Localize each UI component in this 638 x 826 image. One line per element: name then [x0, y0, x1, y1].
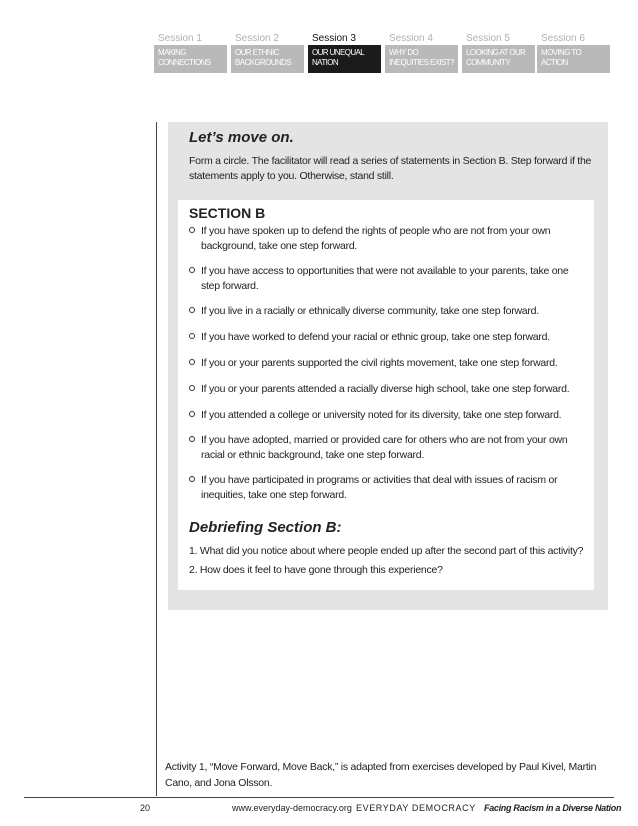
footer-doc-title: Facing Racism in a Diverse Nation — [484, 803, 622, 813]
list-item — [189, 356, 589, 371]
bullet-circle-icon — [189, 476, 195, 482]
list-item-text: If you or your parents supported the civil rights movement, take one step forward. — [201, 357, 558, 369]
session-label: Session 1 — [158, 33, 202, 44]
debrief-question: 2. How does it feel to have gone through this experience? — [189, 564, 443, 576]
session-tab-4 — [385, 0, 458, 74]
bullet-circle-icon — [189, 333, 195, 339]
session-tab-6 — [537, 0, 610, 74]
bullet-circle-icon — [189, 227, 195, 233]
footer-website: www.everyday-democracy.org — [232, 803, 352, 813]
list-item-text: If you live in a racially or ethnically diverse community, take one step forward. — [201, 305, 539, 317]
session-label: Session 3 — [312, 33, 356, 44]
session-title: LOOKING AT OUR COMMUNITY — [462, 45, 535, 73]
list-item-text: If you or your parents attended a racially diverse high school, take one step forward. — [201, 383, 570, 395]
list-item — [189, 382, 589, 397]
list-item-text: If you have spoken up to defend the rights of people who are not from your own background, take one step forward. — [201, 225, 551, 252]
list-item — [189, 473, 589, 503]
list-item-text: If you have worked to defend your racial or ethnic group, take one step forward. — [201, 331, 550, 343]
bullet-circle-icon — [189, 267, 195, 273]
activity-credit: Activity 1, “Move Forward, Move Back,” is adapted from exercises developed by Paul Kivel, Martin Cano, and Jona Olsson. — [165, 761, 597, 789]
margin-rule — [156, 122, 157, 796]
list-item-text: If you have adopted, married or provided care for others who are not from your own racial or ethnic background, take one step forward. — [201, 434, 568, 461]
debrief-title: Debriefing Section B: — [189, 519, 342, 536]
debrief-question: 1. What did you notice about where people ended up after the second part of this activity? — [189, 545, 584, 557]
page-number: 20 — [140, 803, 151, 813]
footer-rule — [24, 797, 614, 798]
session-title: OUR ETHNIC BACKGROUNDS — [231, 45, 304, 73]
session-title: WHY DO INEQUITIES EXIST? — [385, 45, 458, 73]
session-label: Session 6 — [541, 33, 585, 44]
session-title: OUR UNEQUAL NATION — [308, 45, 381, 73]
session-nav — [154, 0, 610, 74]
session-label: Session 5 — [466, 33, 510, 44]
section-b-title: SECTION B — [189, 205, 266, 221]
session-tab-5 — [462, 0, 535, 74]
activity-intro: Form a circle. The facilitator will read a series of statements in Section B. Step forward if the statements apply to you. Otherwise, stand still. — [189, 155, 592, 182]
session-tab-3 — [308, 0, 381, 74]
session-tab-1 — [154, 0, 227, 74]
bullet-circle-icon — [189, 385, 195, 391]
bullet-circle-icon — [189, 436, 195, 442]
bullet-circle-icon — [189, 411, 195, 417]
session-label: Session 4 — [389, 33, 433, 44]
footer-brand: EVERYDAY DEMOCRACY — [356, 803, 476, 813]
list-item — [189, 408, 589, 423]
bullet-circle-icon — [189, 359, 195, 365]
list-item — [189, 330, 589, 345]
list-item-text: If you have access to opportunities that were not available to your parents, take one step forward. — [201, 265, 569, 292]
list-item-text: If you attended a college or university noted for its diversity, take one step forward. — [201, 409, 562, 421]
list-item — [189, 224, 589, 254]
list-item — [189, 433, 589, 463]
session-tab-2 — [231, 0, 304, 74]
session-label: Session 2 — [235, 33, 279, 44]
bullet-circle-icon — [189, 307, 195, 313]
list-item — [189, 264, 589, 294]
activity-heading: Let’s move on. — [189, 129, 294, 146]
session-title: MAKING CONNECTIONS — [154, 45, 227, 73]
list-item — [189, 304, 589, 319]
list-item-text: If you have participated in programs or activities that deal with issues of racism or inequities, take one step forward. — [201, 474, 558, 501]
session-title: MOVING TO ACTION — [537, 45, 610, 73]
